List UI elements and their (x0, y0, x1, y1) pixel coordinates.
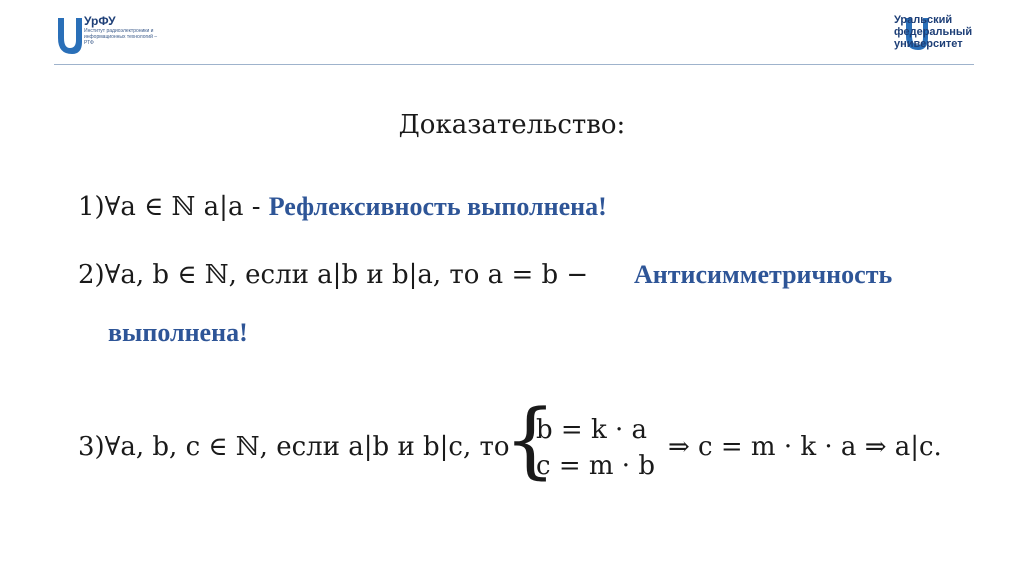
statement-2-conclusion-cont: выполнена! (108, 318, 248, 347)
slide-title: Доказательство: (398, 110, 626, 140)
statement-2-math: 2)∀a, b ∈ ℕ, если a|b и b|a, то a = b − (78, 260, 589, 290)
statement-3-math: 3)∀a, b, c ∈ ℕ, если a|b и b|c, то (78, 432, 510, 462)
statement-1-math: 1)∀a ∈ ℕ a|a - (78, 192, 269, 222)
system-row-1: b = k · a (536, 415, 648, 445)
system-row-2: c = m · b (536, 451, 655, 481)
statement-2 (78, 260, 588, 290)
system-brace: { (504, 393, 557, 488)
left-logo-subtitle: Институт радиоэлектроники и информационных технологий – РТФ (84, 28, 158, 46)
right-logo-text: Уральский федеральный университет (894, 14, 973, 50)
statement-1-conclusion: Рефлексивность выполнена! (268, 192, 607, 221)
statement-2-conclusion: Антисимметричность (634, 260, 893, 289)
left-logo-name: УрФУ (84, 14, 116, 28)
statement-3-conclusion: ⇒ c = m · k · a ⇒ a|c. (668, 432, 942, 462)
header-divider (54, 64, 974, 65)
statement-1 (78, 192, 607, 222)
